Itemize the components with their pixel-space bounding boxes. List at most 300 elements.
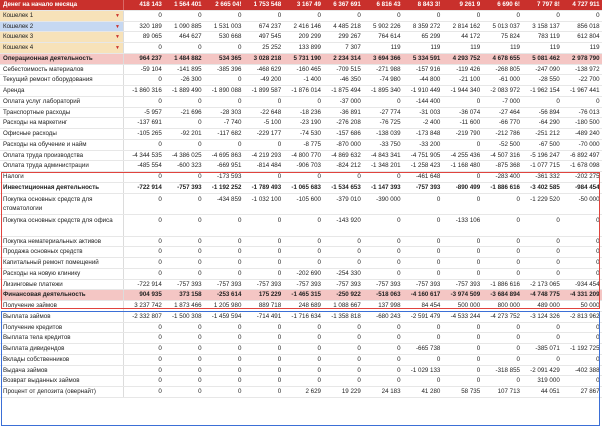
cell-month-10[interactable]: 119: [510, 44, 520, 51]
cell-month-10[interactable]: -3 684 894: [490, 291, 520, 299]
cell-month-1[interactable]: 0: [158, 388, 162, 395]
data-row-16[interactable]: [0, 237, 602, 248]
cell-month-2[interactable]: 0: [198, 355, 202, 363]
cell-month-8[interactable]: 0: [436, 259, 441, 266]
cell-month-2[interactable]: 0: [198, 248, 202, 256]
data-row-22-label[interactable]: [0, 301, 124, 311]
cell-month-6[interactable]: 0: [357, 334, 361, 342]
data-row-24-label[interactable]: [0, 323, 124, 333]
cell-month-1[interactable]: -5 957: [144, 108, 162, 116]
cell-month-12[interactable]: 0: [596, 377, 600, 385]
cell-month-4[interactable]: -4 219 293: [251, 151, 282, 159]
cell-month-11[interactable]: -1 077 715: [530, 162, 560, 170]
cell-month-9[interactable]: -890 499: [455, 183, 481, 191]
cell-month-5[interactable]: -1 065 683: [291, 183, 321, 191]
data-row-9[interactable]: [0, 140, 602, 151]
cell-month-10[interactable]: -4 273 752: [490, 312, 520, 320]
cell-month-7[interactable]: -271 988: [376, 65, 401, 73]
cell-month-1[interactable]: 0: [158, 11, 162, 19]
cell-month-10[interactable]: -7 000: [502, 97, 520, 105]
cell-month-9[interactable]: 0: [476, 355, 481, 363]
cell-month-8[interactable]: -2 400: [422, 119, 441, 127]
cell-month-3[interactable]: -117 682: [217, 130, 242, 137]
cell-month-7[interactable]: -1 348 201: [370, 162, 401, 170]
cell-month-6[interactable]: 0: [357, 366, 361, 374]
cell-month-4[interactable]: 175 229: [258, 291, 282, 299]
cell-month-1[interactable]: 904 935: [139, 291, 162, 299]
data-row-15[interactable]: [0, 215, 602, 237]
cell-month-3[interactable]: 0: [237, 11, 242, 19]
data-row-6-label[interactable]: [0, 108, 124, 118]
cell-month-11[interactable]: 0: [556, 269, 560, 277]
cell-month-2[interactable]: 464 627: [179, 33, 202, 41]
cell-month-5[interactable]: 0: [317, 377, 321, 385]
cell-month-6[interactable]: 0: [357, 355, 361, 363]
data-row-11[interactable]: [0, 161, 602, 172]
cell-month-4[interactable]: -22 648: [260, 108, 282, 116]
cell-month-12[interactable]: 0: [596, 248, 600, 256]
cell-month-4[interactable]: -714 491: [256, 312, 282, 320]
data-row-19[interactable]: [0, 269, 602, 280]
cell-month-11[interactable]: -5 196 247: [530, 151, 560, 159]
cell-month-5[interactable]: 0: [317, 173, 321, 180]
cell-month-12[interactable]: -22 700: [578, 76, 600, 84]
cell-month-9[interactable]: 2 814 162: [452, 22, 481, 30]
cell-month-2[interactable]: -92 201: [180, 130, 202, 137]
cell-month-6[interactable]: 1 088 667: [333, 302, 361, 309]
cell-month-4[interactable]: 0: [277, 173, 282, 180]
cell-month-4[interactable]: 0: [277, 345, 282, 352]
data-row-4[interactable]: [0, 86, 602, 97]
cell-month-3[interactable]: 0: [237, 44, 242, 51]
cell-month-4[interactable]: 497 545: [258, 33, 282, 41]
cell-month-4[interactable]: 0: [277, 355, 282, 363]
cell-month-7[interactable]: 0: [397, 366, 401, 374]
cell-month-1[interactable]: 964 237: [139, 54, 162, 62]
cell-month-10[interactable]: 0: [516, 217, 520, 224]
data-row-13-label[interactable]: [0, 183, 124, 193]
cell-month-8[interactable]: 8 843 3!: [417, 1, 441, 8]
data-row-29-label[interactable]: [0, 376, 124, 386]
cell-month-6[interactable]: -709 515: [336, 65, 361, 73]
data-row-3-label[interactable]: [0, 75, 124, 85]
cell-month-7[interactable]: -680 243: [376, 312, 401, 320]
cell-month-12[interactable]: -489 240: [575, 130, 600, 137]
cell-month-6[interactable]: 0: [357, 345, 361, 352]
cell-month-10[interactable]: -27 464: [498, 108, 520, 116]
data-row-10[interactable]: [0, 151, 602, 162]
cell-month-2[interactable]: -757 393: [177, 183, 202, 191]
cell-month-8[interactable]: -1 910 449: [410, 87, 441, 94]
cell-month-5[interactable]: -23 190: [299, 119, 321, 127]
cell-month-1[interactable]: 418 143: [139, 1, 162, 8]
cell-month-9[interactable]: 0: [476, 248, 481, 256]
cell-month-3[interactable]: 0: [237, 237, 242, 245]
cell-month-1[interactable]: -137 691: [137, 119, 162, 127]
cell-month-7[interactable]: 0: [397, 377, 401, 385]
cell-month-1[interactable]: 0: [158, 195, 162, 203]
cell-month-3[interactable]: 534 365: [219, 54, 242, 62]
cell-month-5[interactable]: -906 703: [296, 162, 321, 170]
cell-month-11[interactable]: 0: [556, 323, 560, 331]
cell-month-8[interactable]: -173 848: [415, 130, 441, 137]
cell-month-8[interactable]: -31 003: [419, 108, 441, 116]
data-row-27[interactable]: [0, 355, 602, 366]
cell-month-2[interactable]: 1 873 466: [174, 302, 202, 309]
data-row-21-label[interactable]: [0, 290, 124, 300]
cell-month-6[interactable]: 0: [357, 323, 361, 331]
cell-month-7[interactable]: -33 750: [379, 140, 401, 148]
cell-month-6[interactable]: 0: [357, 248, 361, 256]
cell-month-11[interactable]: -3 124 326: [530, 312, 560, 320]
cell-month-2[interactable]: -21 696: [180, 108, 202, 116]
cell-month-2[interactable]: 0: [198, 217, 202, 224]
cell-month-12[interactable]: -2 813 962: [569, 312, 600, 320]
cell-month-1[interactable]: -485 554: [137, 162, 162, 170]
cell-month-12[interactable]: 0: [596, 269, 600, 277]
cell-month-10[interactable]: 107 713: [497, 388, 520, 395]
cell-month-7[interactable]: 3 694 366: [373, 54, 401, 62]
data-row-17[interactable]: [0, 247, 602, 258]
cell-month-1[interactable]: -2 332 807: [132, 312, 162, 320]
cell-month-1[interactable]: 0: [158, 259, 162, 266]
cell-month-4[interactable]: 0: [277, 97, 282, 105]
cell-month-3[interactable]: 0: [237, 269, 242, 277]
cell-month-10[interactable]: -1 886 616: [490, 183, 520, 191]
cell-month-3[interactable]: 0: [237, 217, 242, 224]
cell-month-6[interactable]: -143 920: [336, 217, 361, 224]
cell-month-11[interactable]: 0: [556, 334, 560, 342]
cell-month-8[interactable]: 84 454: [421, 302, 441, 309]
cell-month-4[interactable]: -49 200: [260, 76, 282, 84]
cell-month-2[interactable]: 1 484 882: [174, 54, 202, 62]
cell-month-7[interactable]: 0: [397, 323, 401, 331]
data-row-7-label[interactable]: [0, 118, 124, 128]
cell-month-11[interactable]: -56 894: [538, 108, 560, 116]
cell-month-5[interactable]: 0: [317, 366, 321, 374]
cell-month-3[interactable]: -253 614: [216, 291, 242, 299]
cell-month-4[interactable]: -757 393: [256, 280, 282, 288]
cell-month-1[interactable]: 89 065: [142, 33, 162, 41]
wallet-row-1-label[interactable]: [0, 11, 124, 21]
cell-month-4[interactable]: 0: [277, 323, 282, 331]
cell-month-11[interactable]: -1 962 154: [530, 87, 560, 94]
cell-month-1[interactable]: 320 189: [139, 22, 162, 30]
cell-month-5[interactable]: 5 731 190: [293, 54, 321, 62]
cell-month-10[interactable]: 0: [516, 377, 520, 385]
cell-month-8[interactable]: -157 916: [415, 65, 441, 73]
cell-month-1[interactable]: -4 344 535: [132, 151, 162, 159]
cell-month-11[interactable]: -2 173 065: [530, 280, 560, 288]
cell-month-5[interactable]: 0: [317, 97, 321, 105]
cell-month-2[interactable]: -757 393: [177, 280, 202, 288]
cell-month-6[interactable]: -250 922: [336, 291, 361, 299]
cell-month-3[interactable]: 0: [237, 377, 242, 385]
cell-month-3[interactable]: 0: [237, 366, 242, 374]
cell-month-10[interactable]: -1 886 616: [490, 280, 520, 288]
cell-month-10[interactable]: 4 678 655: [492, 54, 520, 62]
cell-month-5[interactable]: -160 465: [296, 65, 321, 73]
cell-month-5[interactable]: 0: [317, 237, 321, 245]
cell-month-8[interactable]: -33 200: [419, 140, 441, 148]
cell-month-7[interactable]: -1 895 340: [370, 87, 401, 94]
cell-month-12[interactable]: -138 972: [575, 65, 600, 73]
cell-month-10[interactable]: -212 786: [495, 130, 520, 137]
cell-month-7[interactable]: 5 902 226: [373, 22, 401, 30]
cell-month-5[interactable]: 248 689: [298, 302, 321, 309]
data-row-3[interactable]: [0, 75, 602, 86]
cell-month-10[interactable]: 0: [516, 237, 520, 245]
data-row-12-label[interactable]: [0, 172, 124, 182]
cell-month-2[interactable]: 0: [198, 237, 202, 245]
cell-month-7[interactable]: -390 000: [376, 195, 401, 203]
cell-month-5[interactable]: -1 716 634: [291, 312, 321, 320]
cell-month-8[interactable]: -1 258 423: [410, 162, 441, 170]
data-row-19-label[interactable]: [0, 269, 124, 279]
cell-month-10[interactable]: -52 500: [498, 140, 520, 148]
cell-month-9[interactable]: 0: [476, 173, 481, 180]
dropdown-arrow-icon[interactable]: ▼: [115, 23, 120, 30]
cell-month-4[interactable]: -1 899 587: [251, 87, 282, 94]
cell-month-3[interactable]: -1 890 088: [211, 87, 242, 94]
cell-month-3[interactable]: -385 396: [216, 65, 242, 73]
cell-month-4[interactable]: -814 484: [256, 162, 282, 170]
cell-month-1[interactable]: 0: [158, 377, 162, 385]
cell-month-3[interactable]: 0: [237, 76, 242, 84]
data-row-14-label[interactable]: [0, 194, 124, 215]
cell-month-11[interactable]: -3 402 585: [530, 183, 560, 191]
cell-month-6[interactable]: -276 208: [336, 119, 361, 127]
cell-month-11[interactable]: -4 748 775: [530, 291, 560, 299]
cell-month-5[interactable]: 0: [317, 334, 321, 342]
cell-month-11[interactable]: 783 119: [537, 33, 560, 41]
cell-month-11[interactable]: 3 158 137: [532, 22, 560, 30]
cell-month-9[interactable]: -219 790: [455, 130, 481, 137]
cell-month-2[interactable]: 0: [198, 323, 202, 331]
cell-month-2[interactable]: 0: [198, 119, 202, 127]
cell-month-10[interactable]: -61 000: [498, 76, 520, 84]
cell-month-7[interactable]: 0: [397, 217, 401, 224]
cell-month-7[interactable]: 0: [397, 269, 401, 277]
cell-month-9[interactable]: 0: [476, 345, 481, 352]
cell-month-8[interactable]: -1 029 133: [410, 366, 441, 374]
cell-month-3[interactable]: -173 593: [216, 173, 242, 180]
cell-month-4[interactable]: -1 789 493: [251, 183, 282, 191]
cell-month-9[interactable]: -1 168 480: [450, 162, 481, 170]
data-row-6[interactable]: [0, 108, 602, 119]
cell-month-6[interactable]: -36 891: [339, 108, 361, 116]
cell-month-8[interactable]: 0: [436, 269, 441, 277]
data-row-20[interactable]: [0, 280, 602, 291]
cell-month-4[interactable]: 0: [277, 334, 282, 342]
cell-month-12[interactable]: 0: [596, 323, 600, 331]
cell-month-10[interactable]: 0: [516, 355, 520, 363]
cell-month-8[interactable]: 41 280: [421, 388, 441, 395]
cell-month-3[interactable]: 0: [237, 334, 242, 342]
cell-month-9[interactable]: -3 974 509: [450, 291, 481, 299]
cell-month-3[interactable]: 1 531 003: [213, 22, 242, 30]
wallet-row-2[interactable]: [0, 22, 602, 33]
cell-month-7[interactable]: -4 843 341: [370, 151, 401, 159]
cell-month-11[interactable]: -28 550: [538, 76, 560, 84]
cell-month-2[interactable]: -141 895: [177, 65, 202, 73]
cell-month-11[interactable]: -64 290: [538, 119, 560, 127]
cell-month-5[interactable]: 0: [317, 345, 321, 352]
cell-month-6[interactable]: -870 000: [336, 140, 361, 148]
cell-month-2[interactable]: 0: [198, 334, 202, 342]
cell-month-4[interactable]: 0: [277, 388, 282, 395]
cell-month-6[interactable]: -157 686: [336, 130, 361, 137]
cell-month-11[interactable]: 0: [556, 11, 560, 19]
cell-month-12[interactable]: 0: [596, 355, 600, 363]
data-row-30-label[interactable]: [0, 387, 124, 397]
cell-month-12[interactable]: -934 454: [575, 280, 600, 288]
cell-month-9[interactable]: 500 000: [457, 302, 481, 309]
cell-month-8[interactable]: 0: [436, 248, 441, 256]
cell-month-2[interactable]: 0: [198, 97, 202, 105]
data-row-23-label[interactable]: [0, 312, 124, 322]
cell-month-9[interactable]: 0: [476, 11, 481, 19]
cell-month-10[interactable]: 75 824: [501, 33, 520, 41]
cell-month-5[interactable]: 0: [317, 355, 321, 363]
cell-month-4[interactable]: -468 629: [256, 65, 282, 73]
data-row-30[interactable]: [0, 387, 602, 398]
cell-month-1[interactable]: 0: [158, 97, 162, 105]
data-row-23[interactable]: [0, 312, 602, 323]
cell-month-6[interactable]: 0: [357, 173, 361, 180]
cell-month-6[interactable]: -254 330: [336, 269, 361, 277]
cell-month-2[interactable]: 0: [198, 173, 202, 180]
cell-month-7[interactable]: 0: [397, 334, 401, 342]
cell-month-2[interactable]: 0: [198, 388, 202, 395]
cell-month-1[interactable]: 0: [158, 217, 162, 224]
cell-month-3[interactable]: -4 695 863: [211, 151, 242, 159]
cell-month-12[interactable]: -1 678 098: [569, 162, 600, 170]
dropdown-arrow-icon[interactable]: ▼: [115, 12, 120, 19]
cell-month-3[interactable]: -7 740: [223, 119, 242, 127]
data-row-28-label[interactable]: [0, 366, 124, 376]
cell-month-2[interactable]: 0: [198, 269, 202, 277]
cell-month-6[interactable]: 6 367 691: [333, 1, 361, 8]
cell-month-9[interactable]: -4 533 244: [450, 312, 481, 320]
cell-month-11[interactable]: 5 081 462: [532, 54, 560, 62]
cell-month-2[interactable]: 1 090 885: [174, 22, 202, 30]
cell-month-8[interactable]: -461 648: [415, 173, 441, 180]
cell-month-4[interactable]: -5 100: [263, 119, 282, 127]
cell-month-1[interactable]: 0: [158, 366, 162, 374]
cell-month-12[interactable]: 0: [596, 97, 600, 105]
cell-month-7[interactable]: -138 039: [376, 130, 401, 137]
cell-month-1[interactable]: 0: [158, 248, 162, 256]
cell-month-11[interactable]: -247 090: [535, 65, 560, 73]
data-row-29[interactable]: [0, 376, 602, 387]
data-row-17-label[interactable]: [0, 247, 124, 257]
cell-month-2[interactable]: 373 158: [179, 291, 202, 299]
cell-month-4[interactable]: 889 718: [258, 302, 282, 309]
cell-month-10[interactable]: -875 368: [495, 162, 520, 170]
cell-month-1[interactable]: 3 237 742: [134, 302, 162, 309]
cell-month-7[interactable]: -1 147 393: [370, 183, 401, 191]
cell-month-7[interactable]: 6 816 43: [376, 1, 401, 8]
cell-month-11[interactable]: 44 051: [540, 388, 560, 395]
cell-month-9[interactable]: 0: [476, 97, 481, 105]
cell-month-5[interactable]: -8 775: [303, 140, 321, 148]
cell-month-1[interactable]: 0: [158, 76, 162, 84]
cell-month-8[interactable]: 119: [430, 44, 441, 51]
data-row-28[interactable]: [0, 366, 602, 377]
data-row-8-label[interactable]: [0, 129, 124, 139]
cell-month-6[interactable]: 299 267: [338, 33, 361, 41]
cell-month-4[interactable]: 0: [277, 11, 282, 19]
data-row-25[interactable]: [0, 333, 602, 344]
cell-month-9[interactable]: 0: [476, 334, 481, 342]
cell-month-11[interactable]: -251 212: [535, 130, 560, 137]
cell-month-8[interactable]: 65 299: [421, 33, 441, 41]
cell-month-1[interactable]: 0: [158, 355, 162, 363]
cell-month-6[interactable]: 4 485 218: [333, 22, 361, 30]
wallet-row-3[interactable]: [0, 32, 602, 43]
data-row-8[interactable]: [0, 129, 602, 140]
cell-month-5[interactable]: 209 299: [298, 33, 321, 41]
cell-month-7[interactable]: 0: [397, 259, 401, 266]
cell-month-7[interactable]: -27 774: [379, 108, 401, 116]
cell-month-6[interactable]: 19 229: [341, 388, 361, 395]
cell-month-7[interactable]: 24 183: [381, 388, 401, 395]
cell-month-9[interactable]: 0: [476, 366, 481, 374]
cell-month-9[interactable]: 0: [476, 323, 481, 331]
cell-month-5[interactable]: -105 600: [296, 195, 321, 203]
cell-month-3[interactable]: -669 951: [216, 162, 242, 170]
cell-month-3[interactable]: -1 459 594: [211, 312, 242, 320]
cell-month-5[interactable]: -1 465 315: [291, 291, 321, 299]
cell-month-7[interactable]: -518 063: [376, 291, 401, 299]
cell-month-3[interactable]: 0: [237, 140, 242, 148]
cell-month-7[interactable]: 119: [390, 44, 401, 51]
cell-month-12[interactable]: 0: [596, 237, 600, 245]
cell-month-8[interactable]: 0: [436, 334, 441, 342]
cell-month-2[interactable]: 0: [198, 195, 202, 203]
cell-month-5[interactable]: 133 899: [298, 44, 321, 51]
cell-month-9[interactable]: 9 261 9: [459, 1, 481, 8]
cell-month-4[interactable]: 3 028 218: [253, 54, 282, 62]
data-row-5[interactable]: [0, 97, 602, 108]
cell-month-5[interactable]: -1 876 014: [291, 87, 321, 94]
cell-month-9[interactable]: 0: [476, 140, 481, 148]
cell-month-4[interactable]: 0: [277, 259, 282, 266]
cell-month-6[interactable]: -46 350: [339, 76, 361, 84]
wallet-row-3-label[interactable]: [0, 32, 124, 42]
cell-month-8[interactable]: -4 160 617: [410, 291, 441, 299]
wallet-row-4-label[interactable]: [0, 43, 124, 53]
cell-month-11[interactable]: -385 071: [535, 345, 560, 352]
cell-month-8[interactable]: 0: [436, 323, 441, 331]
cell-month-9[interactable]: -757 393: [455, 280, 481, 288]
cell-month-6[interactable]: -1 534 653: [331, 183, 361, 191]
cell-month-7[interactable]: 0: [397, 345, 401, 352]
cell-month-5[interactable]: 3 167 49: [296, 1, 321, 8]
cell-month-7[interactable]: 0: [397, 237, 401, 245]
cell-month-12[interactable]: 4 727 911: [572, 1, 600, 8]
cell-month-12[interactable]: -180 500: [575, 119, 600, 127]
cell-month-6[interactable]: 0: [357, 11, 361, 19]
cell-month-12[interactable]: -202 275: [575, 173, 600, 180]
cell-month-1[interactable]: 0: [158, 323, 162, 331]
data-row-16-label[interactable]: [0, 237, 124, 247]
cell-month-7[interactable]: -76 725: [379, 119, 401, 127]
cell-month-4[interactable]: 0: [277, 248, 282, 256]
cell-month-12[interactable]: 0: [596, 259, 600, 266]
cell-month-8[interactable]: -757 393: [415, 280, 441, 288]
